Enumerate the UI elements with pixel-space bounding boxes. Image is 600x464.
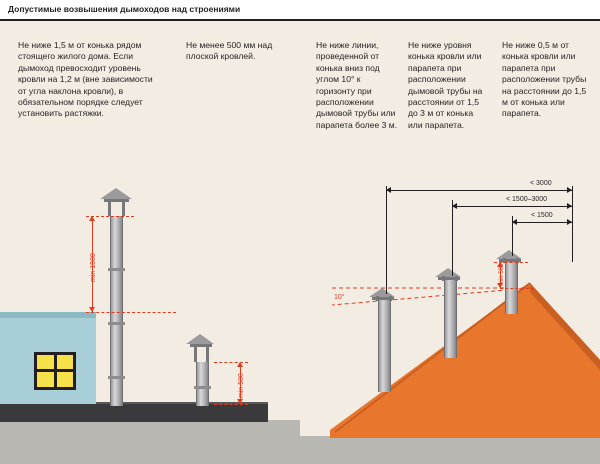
angle-reference-line: [332, 288, 530, 305]
dim-arrow-right-1500-3000: [567, 203, 572, 209]
dim-line-3000: [386, 190, 572, 191]
note-text-1: Не ниже 1,5 м от конька рядом стоящего жилого дома. Если дымоход превосходит уровень кровли на 1,2 м (вне зависимости от угла наклона кровли), в обязательном порядке следует установить растяжки.: [18, 40, 153, 119]
dim-arrow-right-1500: [567, 219, 572, 225]
dim-arrow-left-3000: [386, 187, 391, 193]
label-min500-left: min 500: [238, 373, 245, 398]
label-min1500: min 1500: [90, 253, 97, 282]
dim-extension-ridge: [572, 186, 573, 262]
chimney-right-mid-cap-stem-left: [442, 276, 445, 281]
dim-arrow-left-1500: [512, 219, 517, 225]
chimney-right-mid-cap-stem-right: [455, 276, 458, 281]
dim-extension-far: [386, 186, 387, 294]
dim-line-1500: [512, 222, 572, 223]
label-dim-3000: < 3000: [530, 180, 552, 187]
chimney-right-far-cap-stem-left: [376, 296, 379, 301]
page-title: Допустимые возвышения дымоходов над строениями: [8, 4, 241, 14]
roof-orange-body: [333, 283, 600, 437]
label-angle-10: 10°: [334, 294, 345, 301]
note-text-2: Не менее 500 мм над плоской кровлей.: [186, 40, 273, 62]
dim-ref-line-ridge-right: [500, 288, 534, 289]
label-min500-right: min 500: [499, 263, 505, 285]
dim-line-1500-3000: [452, 206, 572, 207]
dim-arrow-right-3000: [567, 187, 572, 193]
chimney-right-far-cap-stem-right: [389, 296, 392, 301]
note-text-3: Не ниже линии, проведенной от конька вниз под углом 10° к горизонту при расположении дымовой трубы или парапета более 3 м.: [316, 40, 398, 130]
note-text-5: Не ниже 0,5 м от конька кровли или парапета при расположении трубы на расстоянии до 1,5 м от конька или парапета.: [502, 40, 587, 119]
dim-extension-mid: [452, 200, 453, 276]
chimney-right-mid-body: [444, 280, 457, 358]
chimney-right-far-body: [378, 300, 391, 392]
note-text-4: Не ниже уровня конька кровли или парапета при расположении дымовой трубы на расстоянии от 1,5 до 3 м от конька или парапета.: [408, 40, 483, 130]
dim-arrow-left-1500-3000: [452, 203, 457, 209]
label-dim-1500: < 1500: [531, 212, 553, 219]
label-dim-1500-3000: < 1500–3000: [506, 196, 548, 203]
